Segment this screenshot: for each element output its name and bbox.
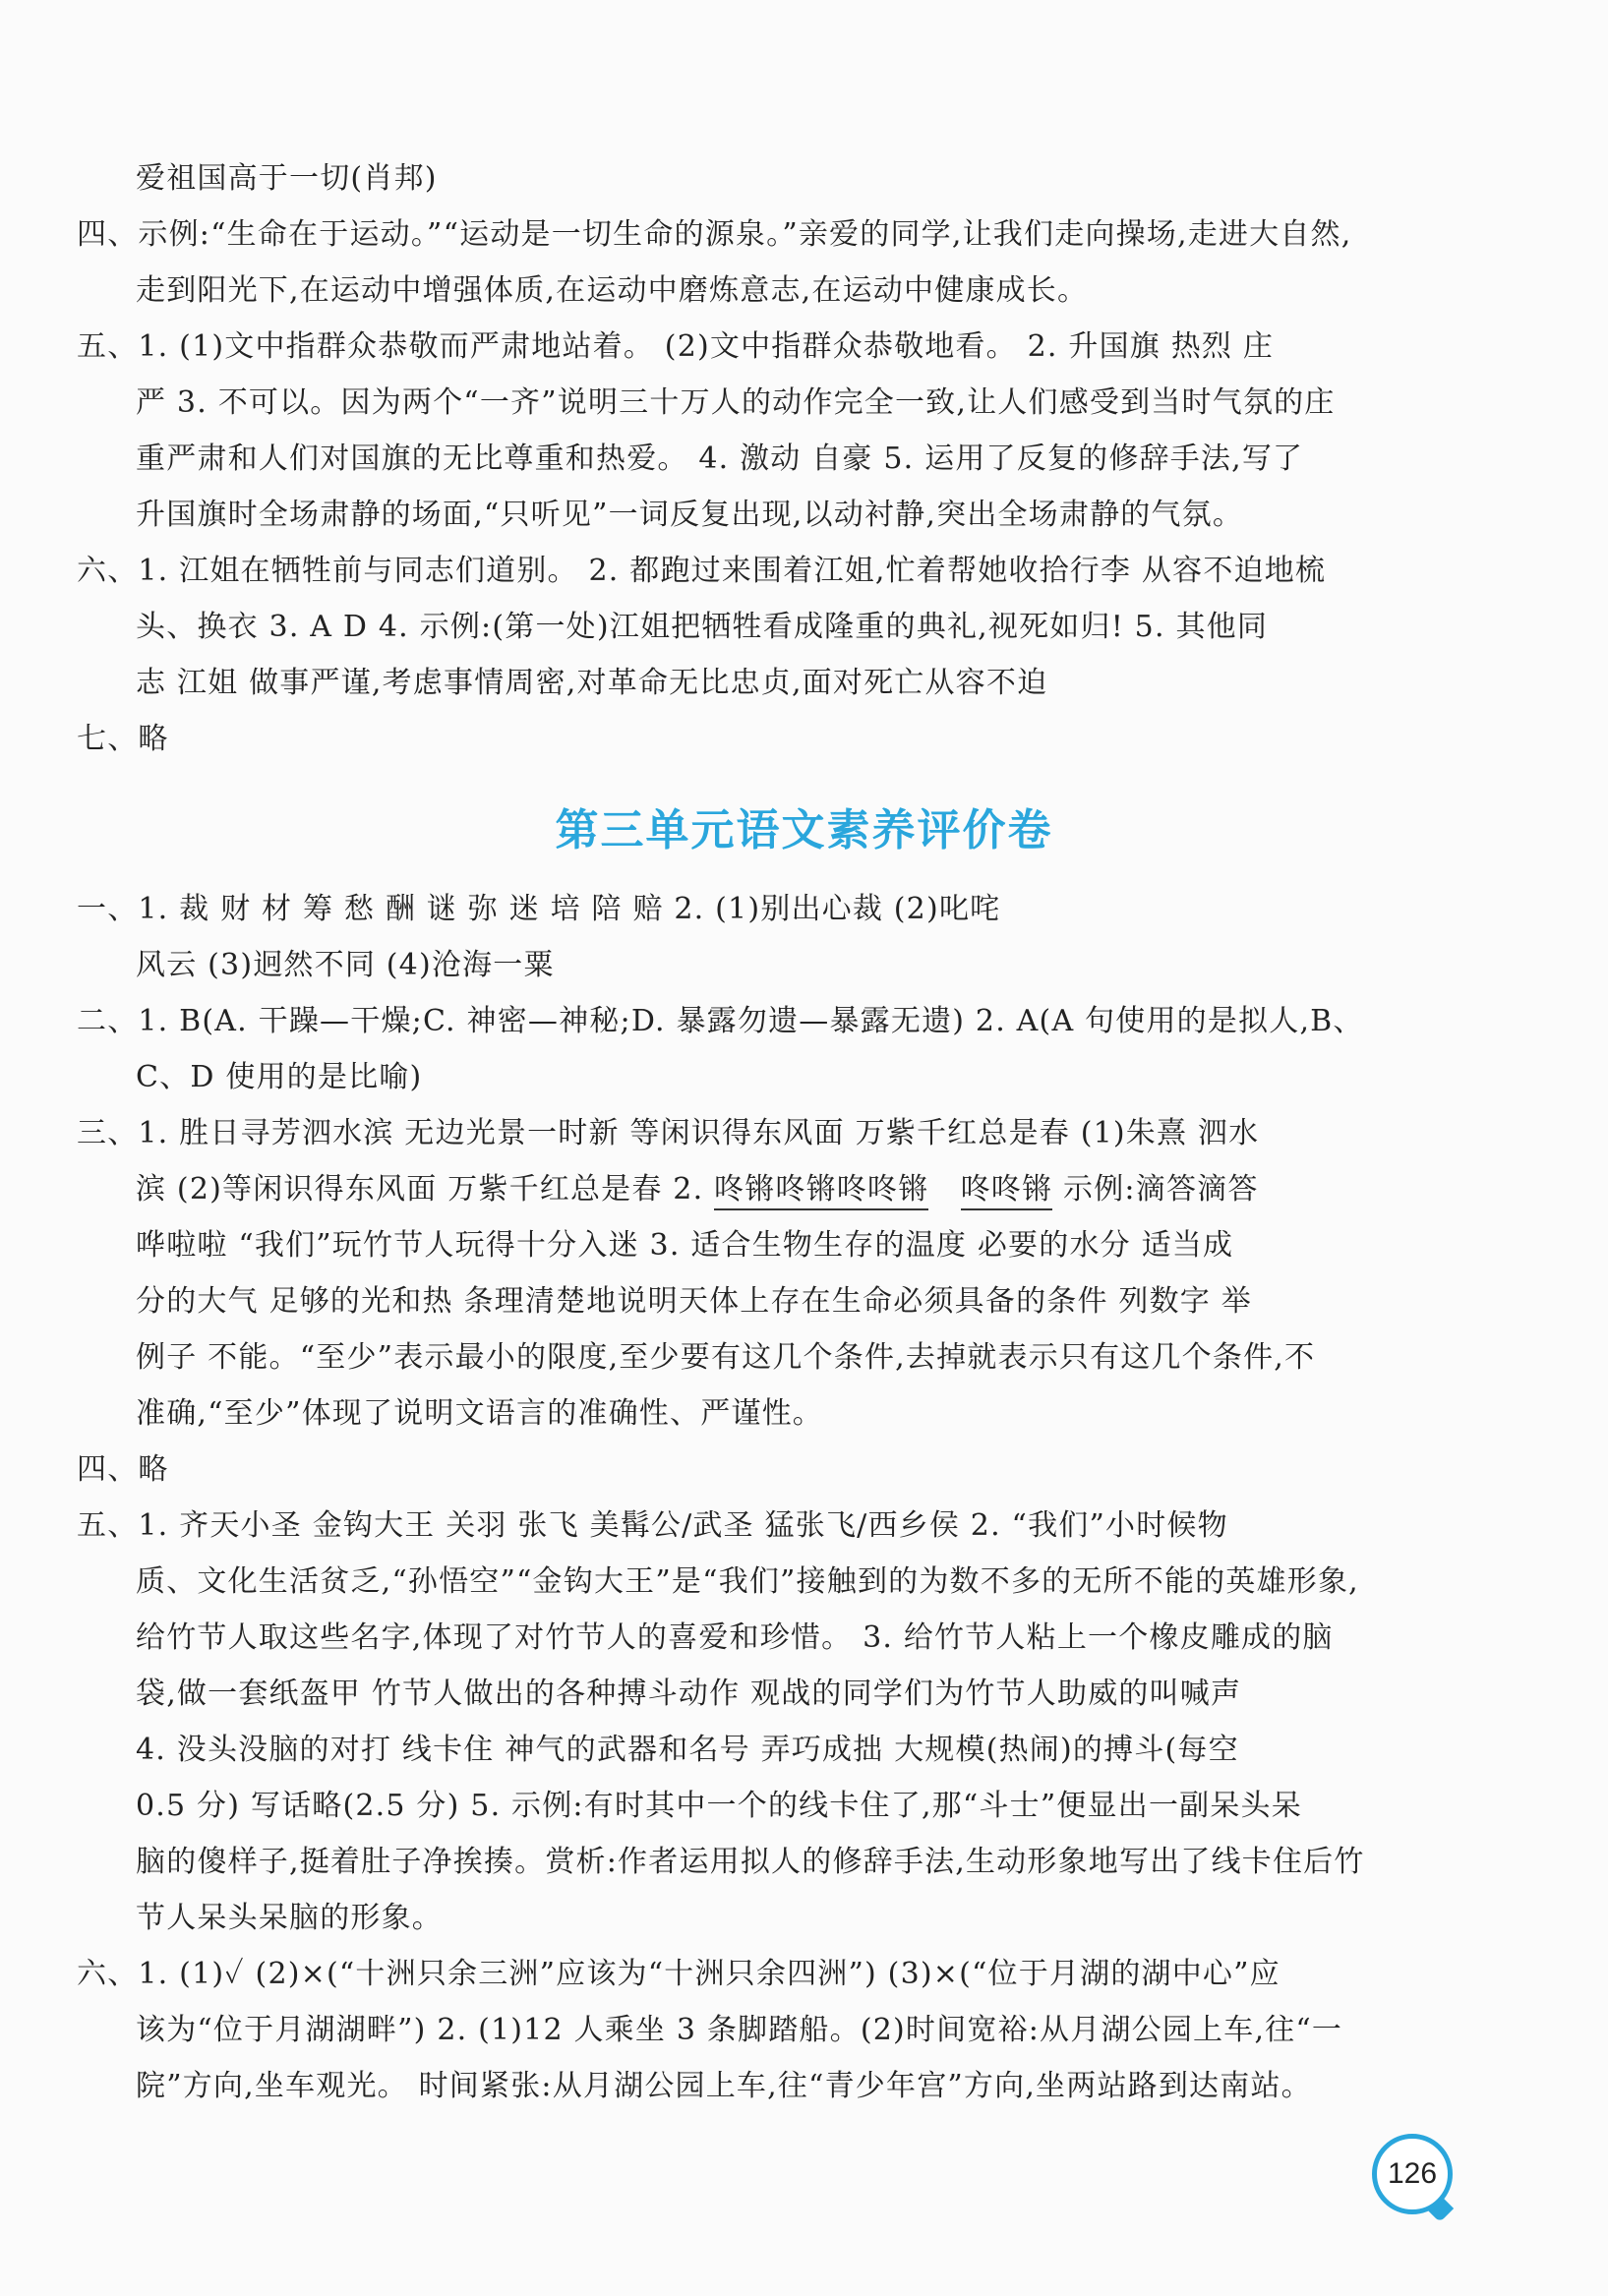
section-six-line: 六、1. 江姐在牺牲前与同志们道别。 2. 都跑过来围着江姐,忙着帮她收拾行李 从容不迫地梳 (77, 554, 1327, 588)
text-line: 0.5 分) 写话略(2.5 分) 5. 示例:有时其中一个的线卡住了,那“斗士”便显出一副呆头呆 (136, 1789, 1302, 1823)
underlined-onomatopoeia: 咚咚锵 (961, 1172, 1053, 1210)
page-number: 126 (1372, 2134, 1453, 2214)
unit3-section-two-line: 二、1. B(A. 干躁—干燥;C. 神密—神秘;D. 暴露勿遗—暴露无遗) 2. A(A 句使用的是拟人,B、 (77, 1004, 1364, 1038)
unit3-section-one-line: 一、1. 裁 财 材 筹 愁 酬 谜 弥 迷 培 陪 赔 2. (1)别出心裁 (2)叱咤 (77, 892, 1001, 926)
text-line: 该为“位于月湖湖畔”) 2. (1)12 人乘坐 3 条脚踏船。(2)时间宽裕:从月湖公园上车,往“一 (136, 2013, 1343, 2047)
text-line: 准确,“至少”体现了说明文语言的准确性、严谨性。 (136, 1396, 824, 1431)
text-line: 严 3. 不可以。因为两个“一齐”说明三十万人的动作完全一致,让人们感受到当时气氛的庄 (136, 385, 1336, 420)
unit3-section-four-line: 四、略 (77, 1452, 169, 1487)
text-line: 重严肃和人们对国旗的无比尊重和热爱。 4. 激动 自豪 5. 运用了反复的修辞手法,写了 (136, 442, 1304, 476)
section-four-line: 四、示例:“生命在于运动。”“运动是一切生命的源泉。”亲爱的同学,让我们走向操场,走进大自然, (77, 217, 1352, 252)
text-line: 节人呆头呆脑的形象。 (136, 1901, 443, 1935)
text-line: 爱祖国高于一切(肖邦) (136, 161, 438, 196)
underlined-onomatopoeia: 咚锵咚锵咚咚锵 (714, 1172, 928, 1210)
text-line: 给竹节人取这些名字,体现了对竹节人的喜爱和珍惜。 3. 给竹节人粘上一个橡皮雕成的脑 (136, 1620, 1334, 1655)
text-line: 袋,做一套纸盔甲 竹节人做出的各种搏斗动作 观战的同学们为竹节人助威的叫喊声 (136, 1677, 1242, 1711)
section-five-line: 五、1. (1)文中指群众恭敬而严肃地站着。 (2)文中指群众恭敬地看。 2. 升国旗 热烈 庄 (77, 329, 1275, 364)
text-segment: 示例:滴答滴答 (1052, 1172, 1259, 1207)
text-line: 院”方向,坐车观光。 时间紧张:从月湖公园上车,往“青少年宫”方向,坐两站路到达南站。 (136, 2069, 1312, 2103)
text-line: 脑的傻样子,挺着肚子净挨揍。赏析:作者运用拟人的修辞手法,生动形象地写出了线卡住后竹 (136, 1845, 1365, 1879)
unit-three-heading: 第三单元语文素养评价卷 (555, 805, 1053, 855)
text-line: 头、换衣 3. A D 4. 示例:(第一处)江姐把牺牲看成隆重的典礼,视死如归! 5. 其他同 (136, 610, 1269, 644)
text-line: 例子 不能。“至少”表示最小的限度,至少要有这几个条件,去掉就表示只有这几个条件,不 (136, 1340, 1316, 1375)
text-line: 走到阳光下,在运动中增强体质,在运动中磨炼意志,在运动中健康成长。 (136, 273, 1089, 308)
text-line: 志 江姐 做事严谨,考虑事情周密,对革命无比忠贞,面对死亡从容不迫 (136, 666, 1048, 700)
unit3-section-six-line: 六、1. (1)✓ (2)×(“十洲只余三洲”应该为“十洲只余四洲”) (3)×(“位于月湖的湖中心”应 (77, 1957, 1280, 1991)
section-seven-line: 七、略 (77, 722, 169, 756)
unit3-section-three-line: 三、1. 胜日寻芳泗水滨 无边光景一时新 等闲识得东风面 万紫千红总是春 (1)朱熹 泗水 (77, 1116, 1260, 1150)
text-segment: 滨 (2)等闲识得东风面 万紫千红总是春 2. (136, 1172, 715, 1207)
text-line: 分的大气 足够的光和热 条理清楚地说明天体上存在生命必须具备的条件 列数字 举 (136, 1284, 1252, 1319)
text-line: 质、文化生活贫乏,“孙悟空”“金钩大王”是“我们”接触到的为数不多的无所不能的英雄形象, (136, 1564, 1359, 1599)
text-line: 4. 没头没脑的对打 线卡住 神气的武器和名号 弄巧成拙 大规模(热闹)的搏斗(每空 (136, 1733, 1239, 1767)
unit3-section-five-line: 五、1. 齐天小圣 金钩大王 关羽 张飞 美髯公/武圣 猛张飞/西乡侯 2. “我们”小时候物 (77, 1508, 1228, 1543)
text-line (136, 1170, 1414, 1209)
text-line: 升国旗时全场肃静的场面,“只听见”一词反复出现,以动衬静,突出全场肃静的气氛。 (136, 498, 1244, 532)
text-line: 哗啦啦 “我们”玩竹节人玩得十分入迷 3. 适合生物生存的温度 必要的水分 适当成 (136, 1228, 1234, 1263)
text-line: 风云 (3)迥然不同 (4)沧海一粟 (136, 948, 555, 982)
text-line: C、D 使用的是比喻) (136, 1060, 423, 1094)
